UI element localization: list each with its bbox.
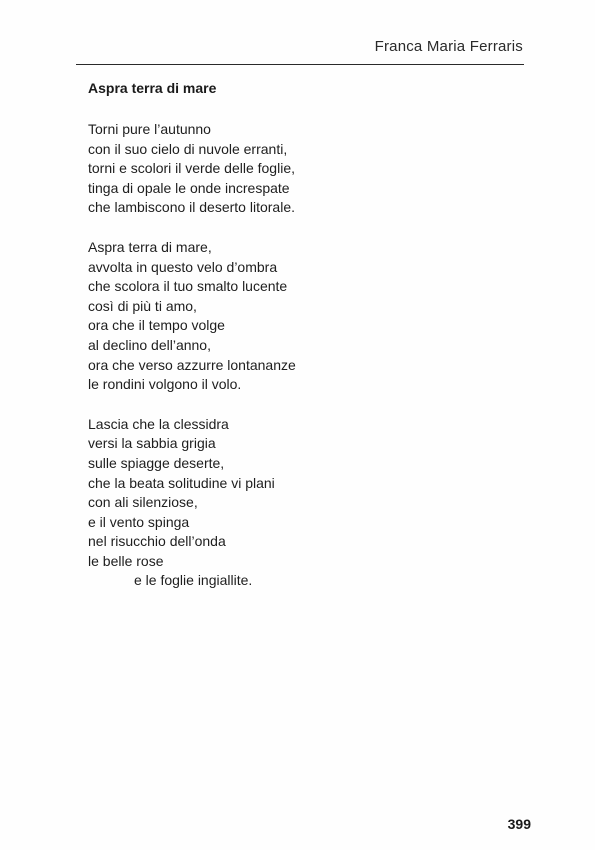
poem-line: che lambiscono il deserto litorale. xyxy=(88,199,295,216)
poem-line: ora che verso azzurre lontananze xyxy=(88,356,296,373)
poem-line: con ali silenziose, xyxy=(88,494,198,511)
poem-line: che la beata solitudine vi plani xyxy=(88,474,275,491)
poem-line: versi la sabbia grigia xyxy=(88,435,216,452)
poem-line: tinga di opale le onde increspate xyxy=(88,179,290,196)
poem-line: le rondini volgono il volo. xyxy=(88,376,242,393)
poem-line: Torni pure l’autunno xyxy=(88,121,211,137)
poem-line: così di più ti amo, xyxy=(88,297,197,314)
page-number: 399 xyxy=(507,816,531,832)
poem-line: che scolora il tuo smalto lucente xyxy=(88,278,288,295)
poem-body xyxy=(88,120,488,611)
poem-line: avvolta in questo velo d’ombra xyxy=(88,258,278,275)
poem-line: nel risucchio dell’onda xyxy=(88,533,226,550)
stanza-3 xyxy=(88,415,488,591)
poem-line: ora che il tempo volge xyxy=(88,317,225,334)
header-rule xyxy=(76,64,524,65)
poem-line: le belle rose xyxy=(88,552,164,569)
poem-line: e le foglie ingiallite. xyxy=(134,572,253,589)
poem-line: e il vento spinga xyxy=(88,513,190,530)
poem-line: al declino dell’anno, xyxy=(88,336,211,353)
poem-line: Lascia che la clessidra xyxy=(88,415,229,432)
poem-line: Aspra terra di mare, xyxy=(88,238,212,255)
stanza-1 xyxy=(88,120,488,218)
poem-title: Aspra terra di mare xyxy=(88,80,217,96)
running-head-author: Franca Maria Ferraris xyxy=(374,38,523,55)
poem-line: con il suo cielo di nuvole erranti, xyxy=(88,140,288,157)
poem-line: torni e scolori il verde delle foglie, xyxy=(88,160,295,177)
stanza-2 xyxy=(88,238,488,395)
poem-line: sulle spiagge deserte, xyxy=(88,454,225,471)
